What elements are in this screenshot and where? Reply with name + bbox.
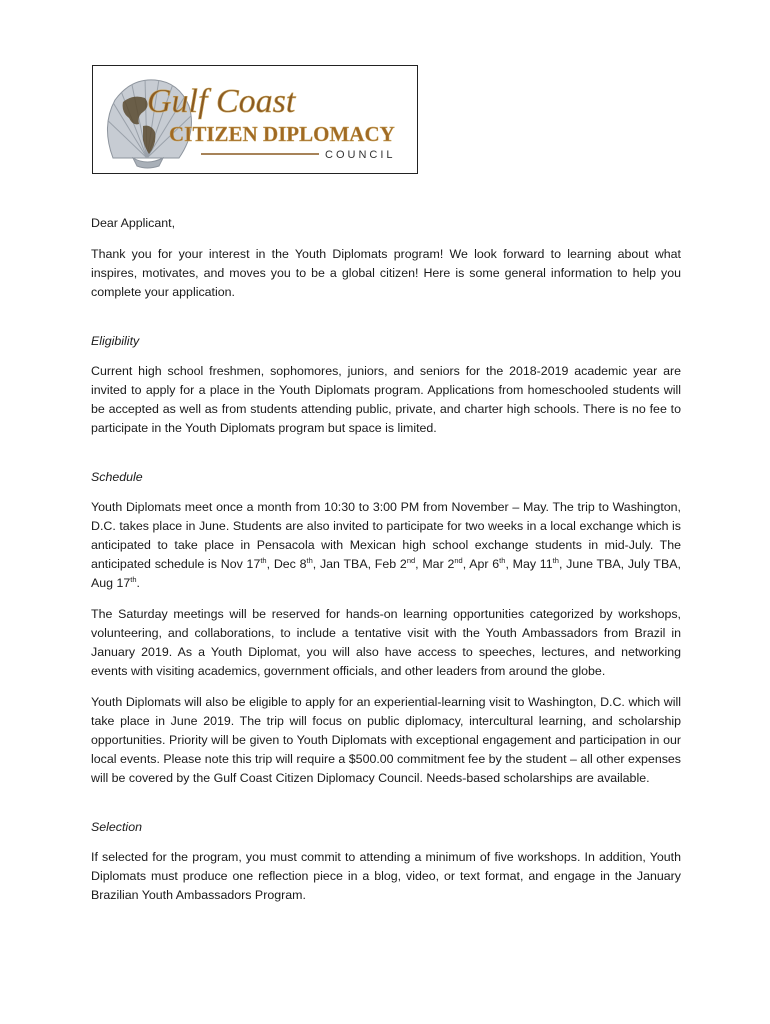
schedule-heading: Schedule (91, 470, 143, 484)
saturday-meetings-paragraph: The Saturday meetings will be reserved for hands-on learning opportunities categorized by workshops, volunteering, and collaborations, to include a tentative visit with the Youth Ambassadors from Brazil in January 2019. As a Youth Diplomat, you will also have access to speeches, lectures, and networking events with visiting academics, government officials, and other leaders from around the globe. (91, 607, 681, 678)
selection-paragraph: If selected for the program, you must commit to attending a minimum of five workshops. In addition, Youth Diplomats must produce one reflection piece in a blog, video, or text format, and engage in the January Brazilian Youth Ambassadors Program. (91, 850, 681, 902)
selection-heading: Selection (91, 820, 142, 834)
eligibility-paragraph: Current high school freshmen, sophomores, juniors, and seniors for the 2018-2019 academic year are invited to apply for a place in the Youth Diplomats program. Applications from homeschooled students will be accepted as well as from students attending public, private, and charter high schools. There is no fee to participate in the Youth Diplomats program but space is limited. (91, 364, 681, 435)
schedule-paragraph: Youth Diplomats meet once a month from 10:30 to 3:00 PM from November – May. The trip to Washington, D.C. takes place in June. Students are also invited to participate for two weeks in a local exchange which is anticipated to take place in Pensacola with Mexican high school exchange students in mid-July. The anticipated schedule is Nov 17th, Dec 8th, Jan TBA, Feb 2nd, Mar 2nd, Apr 6th, May 11th, June TBA, July TBA, Aug 17th. (91, 500, 681, 590)
logo-line1: Gulf Coast (147, 83, 296, 120)
washington-visit-paragraph: Youth Diplomats will also be eligible to apply for an experiential-learning visit to Washington, D.C. which will take place in June 2019. The trip will focus on public diplomacy, intercultural learning, and scholarship opportunities. Priority will be given to Youth Diplomats with exceptional engagement and participation in our local events. Please note this trip will require a $500.00 commitment fee by the student – all other expenses will be covered by the Gulf Coast Citizen Diplomacy Council. Needs-based scholarships are available. (91, 695, 681, 785)
seashell-globe-icon (93, 66, 416, 172)
logo-line2: CITIZEN DIPLOMACY (169, 122, 395, 146)
letter-body (91, 214, 681, 917)
intro-paragraph: Thank you for your interest in the Youth Diplomats program! We look forward to learning about what inspires, motivates, and moves you to be a global citizen! Here is some general information to help you complete your application. (91, 247, 681, 299)
organization-logo (92, 65, 418, 174)
logo-line3: COUNCIL (325, 149, 396, 161)
eligibility-heading: Eligibility (91, 334, 140, 348)
salutation: Dear Applicant, (91, 216, 176, 230)
